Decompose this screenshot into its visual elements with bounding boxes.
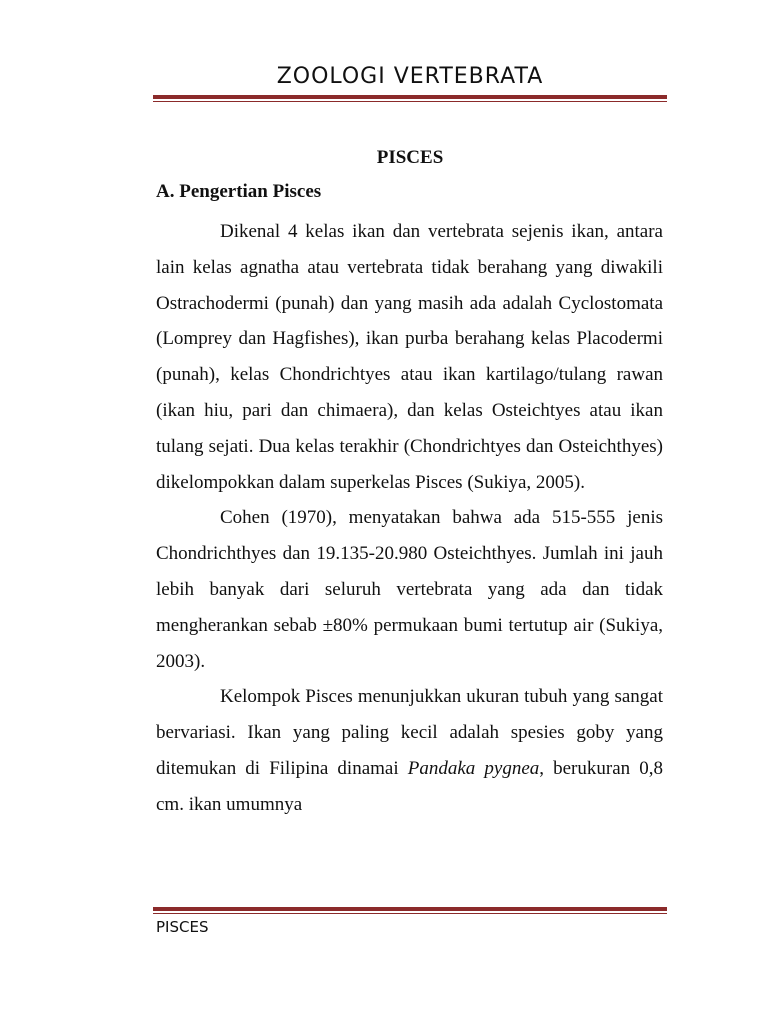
- species-name: Pandaka pygnea: [407, 757, 540, 779]
- running-header: ZOOLOGI VERTEBRATA: [276, 64, 544, 89]
- body-text: [156, 214, 663, 823]
- paragraph-text: , berukuran 0,8 cm. ikan umumnya: [156, 757, 663, 815]
- paragraph: Cohen (1970), menyatakan bahwa ada 515-555 jenis Chondrichthyes dan 19.135-20.980 Osteichthyes. Jumlah ini jauh lebih banyak dari seluruh vertebrata yang ada dan tidak mengherankan sebab ±80% permukaan bumi tertutup air (Sukiya, 2003).: [156, 507, 663, 672]
- subheading: A. Pengertian Pisces: [156, 181, 322, 202]
- header-rule: [153, 95, 667, 102]
- paragraph: [156, 679, 663, 822]
- paragraph: Dikenal 4 kelas ikan dan vertebrata sejenis ikan, antara lain kelas agnatha atau vertebrata tidak berahang yang diwakili Ostrachodermi (punah) dan yang masih ada adalah Cyclostomata (Lomprey dan Hagfishes), ikan purba berahang kelas Placodermi (punah), kelas Chondrichtyes atau ikan kartilago/tulang rawan (ikan hiu, pari dan chimaera), dan kelas Osteichtyes atau ikan tulang sejati. Dua kelas terakhir (Chondrichtyes dan Osteichthyes) dikelompokkan dalam superkelas Pisces (Sukiya, 2005).: [156, 221, 663, 493]
- footer-rule: [153, 907, 667, 914]
- footer-label: PISCES: [156, 918, 209, 936]
- section-title: PISCES: [376, 147, 444, 168]
- paragraph-text: Kelompok Pisces menunjukkan ukuran tubuh yang sangat bervariasi. Ikan yang paling kecil adalah spesies goby yang ditemukan di Filipina dinamai: [156, 686, 663, 779]
